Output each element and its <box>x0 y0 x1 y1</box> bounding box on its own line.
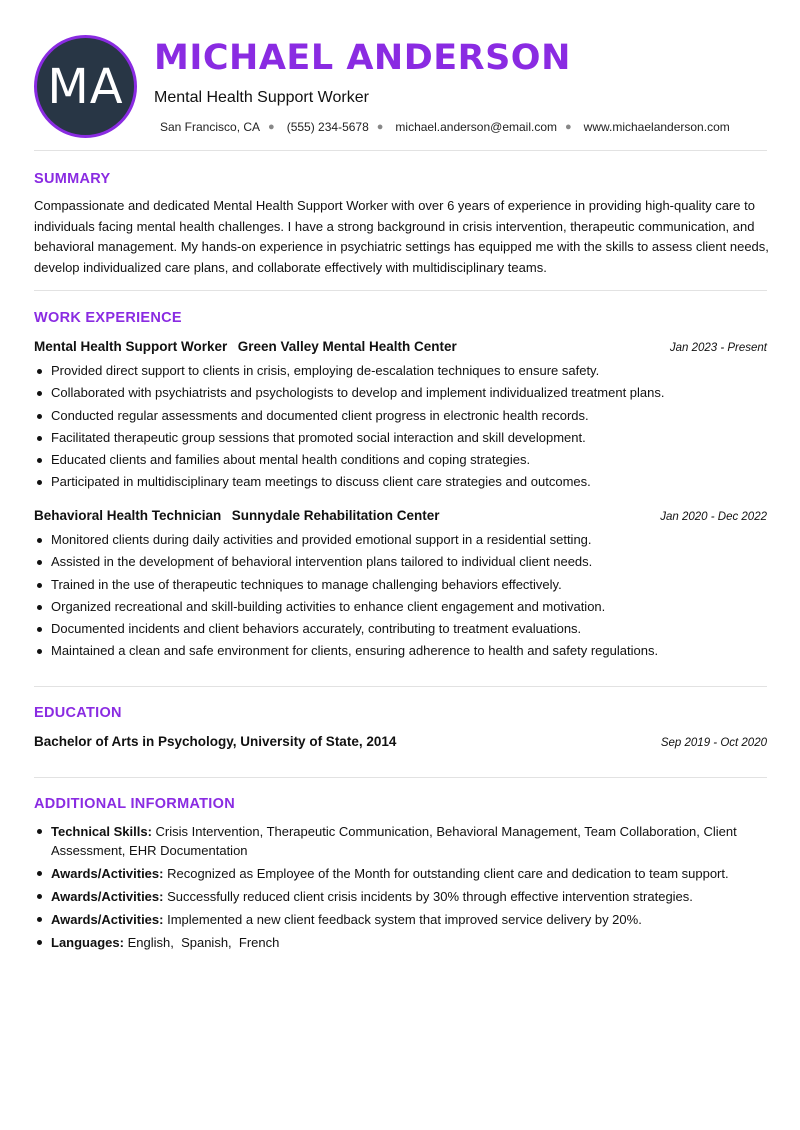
job-title-company <box>34 338 457 356</box>
list-item: Collaborated with psychiatrists and psychologists to develop and implement individualized treatment plans. <box>34 382 769 404</box>
info-text: Implemented a new client feedback system that improved service delivery by 20%. <box>167 912 642 927</box>
avatar <box>34 35 137 138</box>
contact-email[interactable]: michael.anderson@email.com <box>395 120 558 134</box>
list-item <box>34 910 769 929</box>
separator-dot-icon: ● <box>376 121 384 133</box>
list-item: Participated in multidisciplinary team meetings to discuss client care strategies and outcomes. <box>34 471 769 493</box>
avatar-initials: MA <box>47 58 124 115</box>
info-text: Crisis Intervention, Therapeutic Communication, Behavioral Management, Team Collaboration, Client Assessment, EHR Documentation <box>51 824 737 858</box>
summary-text: Compassionate and dedicated Mental Health Support Worker with over 6 years of experience in providing high-quality care to individuals facing mental health challenges. I have a strong background in crisis intervention, therapeutic communication, and behavioral management. My hands-on experience in psychiatric settings has equipped me with the skills to assess client needs, develop individualized care plans, and collaborate effectively with multidisciplinary teams. <box>34 198 769 275</box>
contact-phone: (555) 234-5678 <box>286 120 369 134</box>
list-item: Trained in the use of therapeutic techniques to manage challenging behaviors effectively. <box>34 574 769 596</box>
education-entry <box>34 734 767 749</box>
job-bullets <box>34 360 769 494</box>
divider <box>34 777 767 778</box>
job-bullets <box>34 529 769 663</box>
list-item: Monitored clients during daily activities and provided emotional support in a residential setting. <box>34 529 769 551</box>
info-label: Awards/Activities: <box>51 912 164 927</box>
job-company: Sunnydale Rehabilitation Center <box>231 508 440 523</box>
job-dates: Jan 2023 - Present <box>669 342 767 354</box>
list-item <box>34 887 769 906</box>
candidate-title: Mental Health Support Worker <box>154 89 369 106</box>
divider <box>34 686 767 687</box>
divider <box>34 290 767 291</box>
job-header <box>34 338 767 356</box>
list-item <box>34 864 769 883</box>
info-label: Technical Skills: <box>51 824 152 839</box>
list-item: Assisted in the development of behavioral intervention plans tailored to individual client needs. <box>34 551 769 573</box>
summary-heading: SUMMARY <box>34 171 111 187</box>
divider <box>34 150 767 151</box>
job-role: Mental Health Support Worker <box>34 339 228 354</box>
education-heading: EDUCATION <box>34 705 122 721</box>
contact-website[interactable]: www.michaelanderson.com <box>583 120 730 134</box>
additional-info-heading: ADDITIONAL INFORMATION <box>34 796 235 812</box>
list-item: Maintained a clean and safe environment for clients, ensuring adherence to health and safety regulations. <box>34 640 769 662</box>
job-company: Green Valley Mental Health Center <box>237 339 457 354</box>
candidate-name: MICHAEL ANDERSON <box>154 38 571 78</box>
separator-dot-icon: ● <box>268 121 275 133</box>
job-header <box>34 507 767 525</box>
job-role: Behavioral Health Technician <box>34 508 222 523</box>
info-text: English, Spanish, French <box>127 935 280 950</box>
education-degree: Bachelor of Arts in Psychology, University of State, 2014 <box>34 734 397 749</box>
list-item: Documented incidents and client behaviors accurately, contributing to treatment evaluations. <box>34 618 769 640</box>
info-text: Recognized as Employee of the Month for outstanding client care and dedication to team support. <box>167 866 729 881</box>
list-item <box>34 933 769 952</box>
contact-location: San Francisco, CA <box>160 120 261 134</box>
list-item: Facilitated therapeutic group sessions that promoted social interaction and skill development. <box>34 427 769 449</box>
list-item: Provided direct support to clients in crisis, employing de-escalation techniques to ensure safety. <box>34 360 769 382</box>
info-label: Awards/Activities: <box>51 866 164 881</box>
info-text: Successfully reduced client crisis incidents by 30% through effective intervention strategies. <box>167 889 693 904</box>
info-label: Languages: <box>51 935 124 950</box>
additional-info-list <box>34 822 769 956</box>
job-dates: Jan 2020 - Dec 2022 <box>660 511 767 523</box>
list-item: Organized recreational and skill-building activities to enhance client engagement and motivation. <box>34 596 769 618</box>
list-item <box>34 822 769 860</box>
list-item: Conducted regular assessments and documented client progress in electronic health records. <box>34 405 769 427</box>
info-label: Awards/Activities: <box>51 889 164 904</box>
list-item: Educated clients and families about mental health conditions and coping strategies. <box>34 449 769 471</box>
education-dates: Sep 2019 - Oct 2020 <box>660 737 767 749</box>
contact-row <box>160 120 730 134</box>
job-title-company <box>34 507 440 525</box>
work-experience-heading: WORK EXPERIENCE <box>34 310 182 326</box>
separator-dot-icon: ● <box>565 121 572 133</box>
